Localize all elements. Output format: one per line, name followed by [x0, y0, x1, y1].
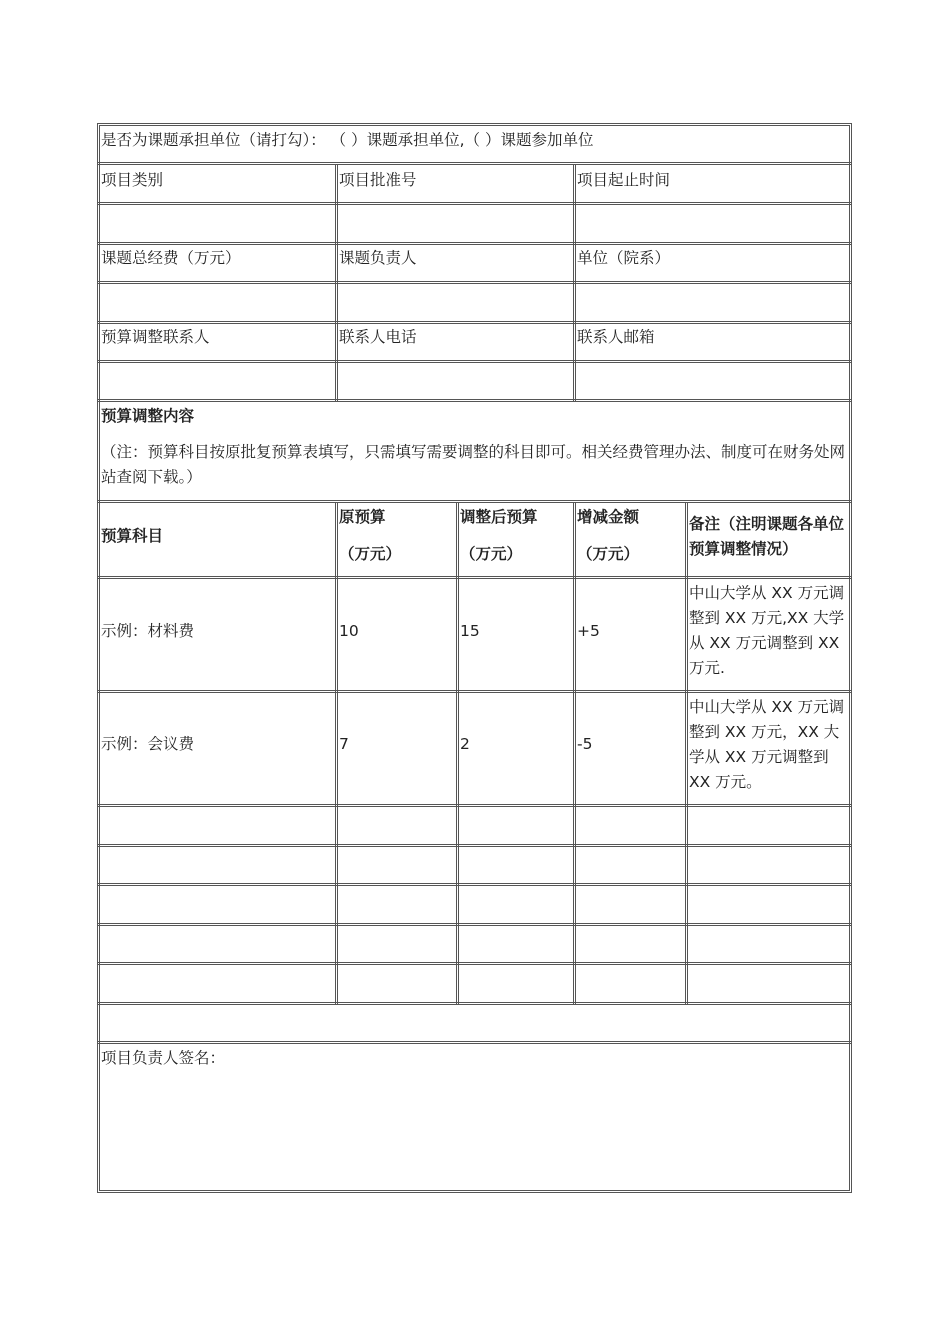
- budget-adjustment-form: [97, 123, 852, 1193]
- budget-contact-field[interactable]: [101, 365, 333, 395]
- contact-email-field[interactable]: [577, 365, 847, 395]
- contact-phone-field[interactable]: [339, 365, 571, 395]
- label-unit-department: 单位（院系）: [577, 249, 671, 267]
- label-contact-phone: 联系人电话: [339, 328, 417, 346]
- row-2-change: -5: [577, 735, 593, 753]
- row-2-subject: 示例：会议费: [101, 735, 195, 753]
- label-project-category: 项目类别: [101, 171, 164, 189]
- project-period-field[interactable]: [577, 207, 847, 237]
- header-change-line1: 增减金额: [577, 508, 640, 526]
- unit-department-field[interactable]: [577, 286, 847, 316]
- row-1-original: 10: [339, 622, 359, 640]
- row-1-change: +5: [577, 622, 600, 640]
- signature-area[interactable]: [101, 1074, 847, 1186]
- unit-question: 是否为课题承担单位（请打勾）： （ ）课题承担单位,（ ）课题参加单位: [101, 131, 594, 149]
- label-project-period: 项目起止时间: [577, 171, 671, 189]
- signature-label: 项目负责人签名：: [101, 1049, 226, 1067]
- label-budget-contact: 预算调整联系人: [101, 328, 210, 346]
- row-2-adjusted: 2: [460, 735, 470, 753]
- project-approval-no-field[interactable]: [339, 207, 571, 237]
- project-category-field[interactable]: [101, 207, 333, 237]
- label-topic-leader: 课题负责人: [339, 249, 417, 267]
- header-remarks: 备注（注明课题各单位预算调整情况）: [689, 515, 845, 558]
- header-original-line1: 原预算: [339, 508, 386, 526]
- section-note: （注：预算科目按原批复预算表填写，只需填写需要调整的科目即可。相关经费管理办法、制度可在财务处网站查阅下载。）: [101, 443, 846, 486]
- header-change-line2: （万元）: [577, 545, 640, 563]
- label-contact-email: 联系人邮箱: [577, 328, 655, 346]
- label-total-funding: 课题总经费（万元）: [101, 249, 241, 267]
- total-funding-field[interactable]: [101, 286, 333, 316]
- row-1-adjusted: 15: [460, 622, 480, 640]
- row-2-original: 7: [339, 735, 349, 753]
- row-2-remarks: 中山大学从 XX 万元调整到 XX 万元，XX 大学从 XX 万元调整到 XX 万元。: [689, 698, 845, 791]
- topic-leader-field[interactable]: [339, 286, 571, 316]
- label-project-approval-no: 项目批准号: [339, 171, 417, 189]
- header-subject: 预算科目: [101, 527, 164, 545]
- section-title: 预算调整内容: [101, 407, 195, 425]
- header-adjusted-line2: （万元）: [460, 545, 523, 563]
- row-1-subject: 示例：材料费: [101, 622, 195, 640]
- row-1-remarks: 中山大学从 XX 万元调整到 XX 万元,XX 大学从 XX 万元调整到 XX 万元.: [689, 584, 845, 677]
- header-original-line2: （万元）: [339, 545, 402, 563]
- header-adjusted-line1: 调整后预算: [460, 508, 538, 526]
